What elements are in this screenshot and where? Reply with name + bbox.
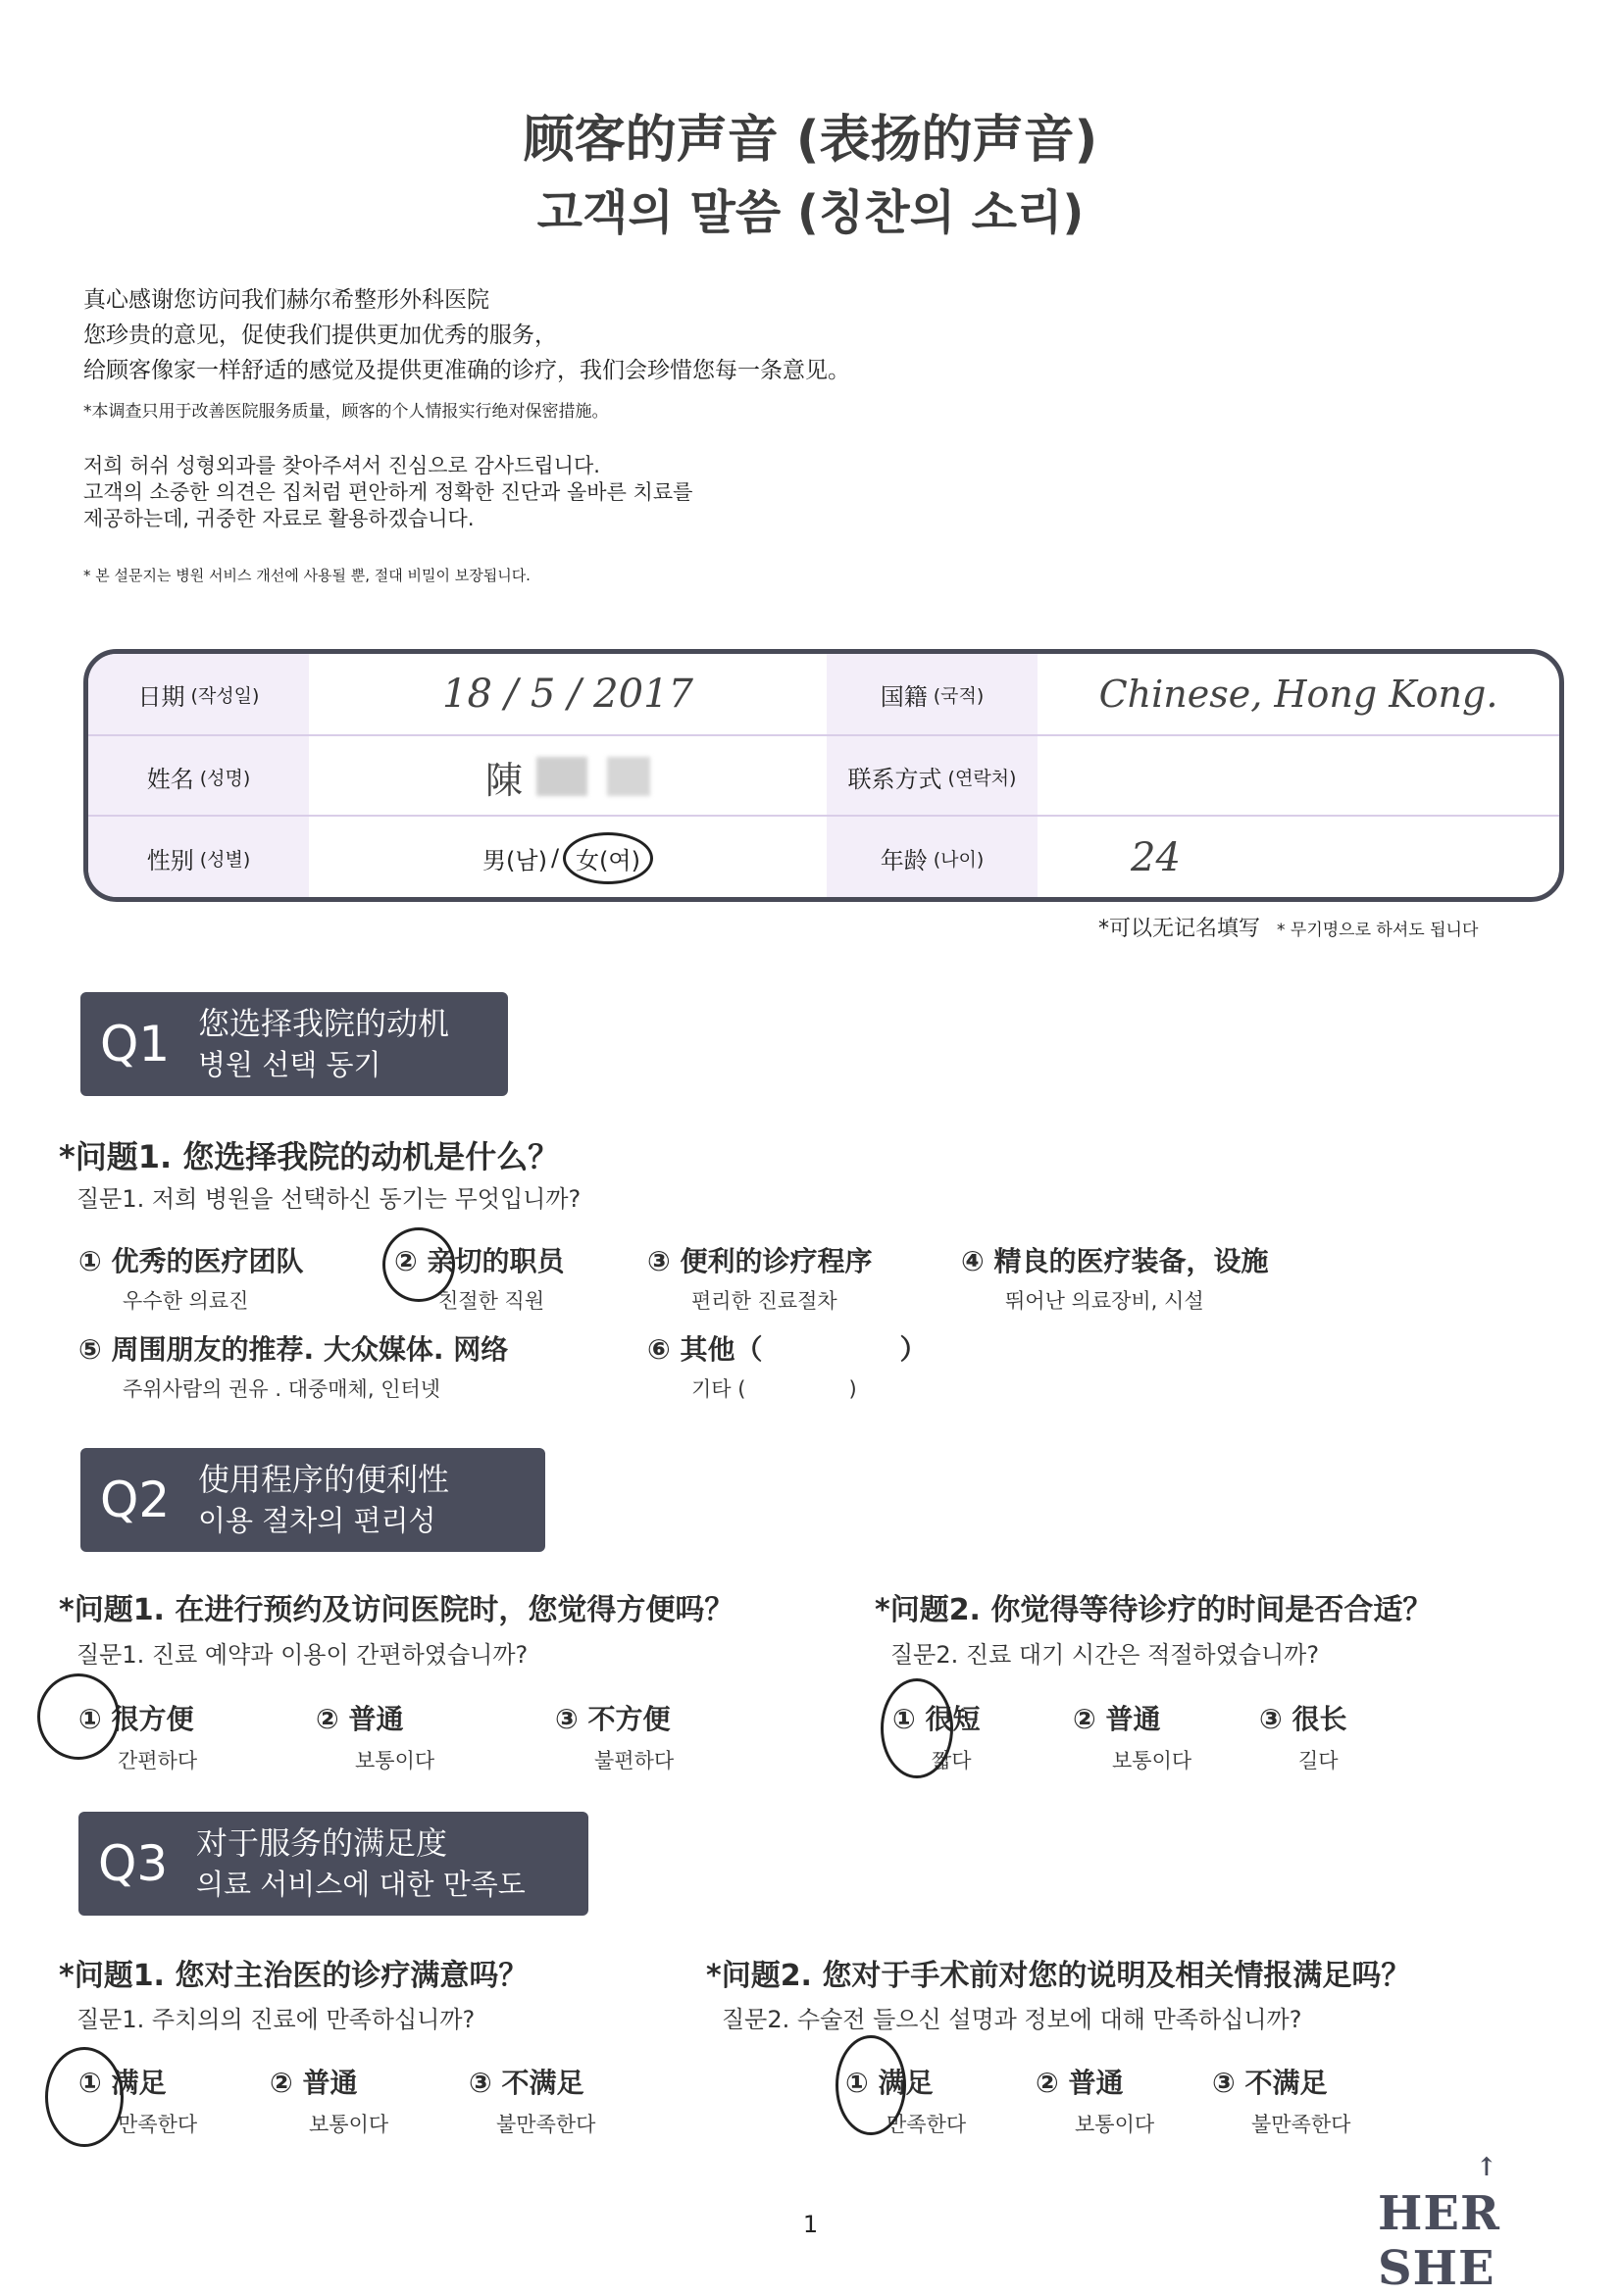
- q2-banner: [80, 1448, 545, 1552]
- selection-circle-mark: [881, 1678, 953, 1778]
- q3a-option-2[interactable]: ② 普通 보통이다: [270, 2067, 389, 2136]
- info-row-gender: [88, 815, 1559, 899]
- nationality-field[interactable]: Chinese, Hong Kong.: [1098, 673, 1498, 716]
- intro-cn: [83, 282, 850, 388]
- name-field[interactable]: 陳: [309, 736, 827, 817]
- q2b-option-1[interactable]: ① 很短 짧다: [892, 1703, 981, 1772]
- q2-question-2-subtitle: 질문2. 진료 대기 시간은 적절하였습니까?: [890, 1641, 1320, 1669]
- redacted-block: [607, 757, 650, 796]
- intro-kr-line: 제공하는데, 귀중한 자료로 활용하겠습니다.: [83, 507, 475, 530]
- q1-banner: [80, 992, 508, 1096]
- q3a-option-1[interactable]: ① 满足 만족한다: [78, 2067, 198, 2136]
- q2a-option-2[interactable]: ② 普通 보통이다: [316, 1703, 435, 1772]
- redacted-block: [536, 757, 587, 796]
- q2-banner-cn: 使用程序的便利性: [198, 1461, 450, 1498]
- intro-cn-line: 您珍贵的意见，促使我们提供更加优秀的服务，: [83, 323, 557, 348]
- page-title-cn: 顾客的声音 (表扬的声音): [523, 111, 1098, 170]
- q2a-option-1[interactable]: ① 很方便 간편하다: [78, 1703, 198, 1772]
- q1-question-title: *问题1. 您选择我院的动机是什么？: [59, 1138, 560, 1175]
- selection-circle-mark: [45, 2047, 124, 2147]
- anonymous-note-kr: * 무기명으로 하셔도 됩니다: [1277, 921, 1479, 940]
- gender-field[interactable]: [309, 817, 827, 899]
- q3-question-2-subtitle: 질문2. 수술전 들으신 설명과 정보에 대해 만족하십니까?: [722, 2006, 1302, 2033]
- q3-question-1-title: *问题1. 您对主治医的诊疗满意吗？: [59, 1959, 529, 1993]
- gender-separator: /: [550, 844, 560, 872]
- q3-banner-number: Q3: [98, 1835, 169, 1892]
- age-field[interactable]: 24: [1131, 835, 1181, 880]
- q3-banner-cn: 对于服务的满足度: [196, 1824, 448, 1862]
- privacy-note-cn: *本调查只用于改善医院服务质量，顾客的个人情报实行绝对保密措施。: [83, 402, 609, 422]
- q2b-option-2[interactable]: ② 普通 보통이다: [1073, 1703, 1192, 1772]
- intro-kr: [83, 453, 692, 532]
- logo-arrow-icon: ↑: [1476, 2153, 1498, 2182]
- q2-banner-kr: 이용 절차의 편리성: [198, 1504, 436, 1537]
- q3b-option-1[interactable]: ① 满足 만족한다: [845, 2067, 967, 2136]
- q3-banner-kr: 의료 서비스에 대한 만족도: [196, 1868, 526, 1901]
- name-label: 姓名 (성명): [88, 736, 309, 817]
- q2a-option-3[interactable]: ③ 不方便 불편하다: [555, 1703, 675, 1772]
- q1-option-3[interactable]: ③ 便利的诊疗程序 편리한 진료절차: [647, 1245, 873, 1313]
- intro-cn-line: 给顾客像家一样舒适的感觉及提供更准确的诊疗，我们会珍惜您每一条意见。: [83, 358, 850, 383]
- intro-kr-line: 고객의 소중한 의견은 집처럼 편안하게 정확한 진단과 올바른 치료를: [83, 480, 693, 504]
- q1-option-1[interactable]: ① 优秀的医疗团队 우수한 의료진: [78, 1245, 304, 1313]
- q2-question-2-title: *问题2. 你觉得等待诊疗的时间是否合适？: [875, 1593, 1433, 1627]
- info-row-date: [88, 654, 1559, 734]
- q2b-option-3[interactable]: ③ 很长 길다: [1259, 1703, 1347, 1772]
- contact-field[interactable]: [1038, 736, 1559, 817]
- page-title-kr: 고객의 말씀 (칭찬의 소리): [536, 185, 1085, 240]
- personal-info-table: [83, 649, 1564, 902]
- q3-banner: [78, 1812, 588, 1916]
- contact-label: 联系方式 (연락처): [827, 736, 1038, 817]
- q1-question-subtitle: 질문1. 저희 병원을 선택하신 동기는 무엇입니까?: [76, 1185, 582, 1213]
- gender-label: 性别 (성별): [88, 817, 309, 899]
- q2-question-1-title: *问题1. 在进行预约及访问医院时，您觉得方便吗？: [59, 1593, 735, 1627]
- q2-question-1-subtitle: 질문1. 진료 예약과 이용이 간편하였습니까?: [76, 1641, 529, 1669]
- date-field[interactable]: 18 / 5 / 2017: [442, 672, 693, 717]
- q3-question-2-title: *问题2. 您对于手术前对您的说明及相关情报满足吗？: [706, 1959, 1411, 1993]
- gender-male-option[interactable]: 男(남): [482, 846, 547, 874]
- selection-circle-mark: [382, 1227, 455, 1302]
- gender-female-option[interactable]: 女(여): [563, 832, 653, 884]
- q1-option-5[interactable]: ⑤ 周围朋友的推荐. 大众媒体. 网络 주위사람의 권유 . 대중매체, 인터넷: [78, 1333, 509, 1401]
- hershe-logo: ↑ HER SHE: [1378, 2153, 1500, 2296]
- privacy-note-kr: * 본 설문지는 병원 서비스 개선에 사용될 뿐, 절대 비밀이 보장됩니다.: [83, 567, 531, 584]
- q3-question-1-subtitle: 질문1. 주치의의 진료에 만족하십니까?: [76, 2006, 476, 2033]
- q1-option-2[interactable]: ② 亲切的职员 친절한 직원: [394, 1245, 565, 1313]
- q2-banner-number: Q2: [100, 1472, 171, 1528]
- q1-banner-kr: 병원 선택 동기: [198, 1048, 381, 1081]
- anonymous-note-cn: *可以无记名填写: [1098, 917, 1261, 941]
- selection-circle-mark: [836, 2035, 906, 2135]
- page-number: 1: [802, 2211, 819, 2238]
- q3b-option-3[interactable]: ③ 不满足 불만족한다: [1212, 2067, 1351, 2136]
- q3a-option-3[interactable]: ③ 不满足 불만족한다: [469, 2067, 596, 2136]
- info-row-name: [88, 734, 1559, 817]
- q3b-option-2[interactable]: ② 普通 보통이다: [1036, 2067, 1155, 2136]
- nationality-label: 国籍 (국적): [827, 654, 1038, 734]
- q1-banner-cn: 您选择我院的动机: [198, 1005, 450, 1042]
- anonymous-note: [1098, 912, 1478, 942]
- q1-banner-number: Q1: [100, 1016, 171, 1073]
- q1-option-6[interactable]: ⑥ 其他（ ） 기타 ( ): [647, 1333, 928, 1401]
- selection-circle-mark: [37, 1673, 120, 1760]
- q1-option-4[interactable]: ④ 精良的医疗装备，设施 뛰어난 의료장비, 시설: [961, 1245, 1269, 1313]
- intro-cn-line: 真心感谢您访问我们赫尔希整形外科医院: [83, 287, 489, 313]
- intro-kr-line: 저희 허쉬 성형외과를 찾아주셔서 진심으로 감사드립니다.: [83, 454, 600, 477]
- age-label: 年龄 (나이): [827, 817, 1038, 899]
- date-label: 日期 (작성일): [88, 654, 309, 734]
